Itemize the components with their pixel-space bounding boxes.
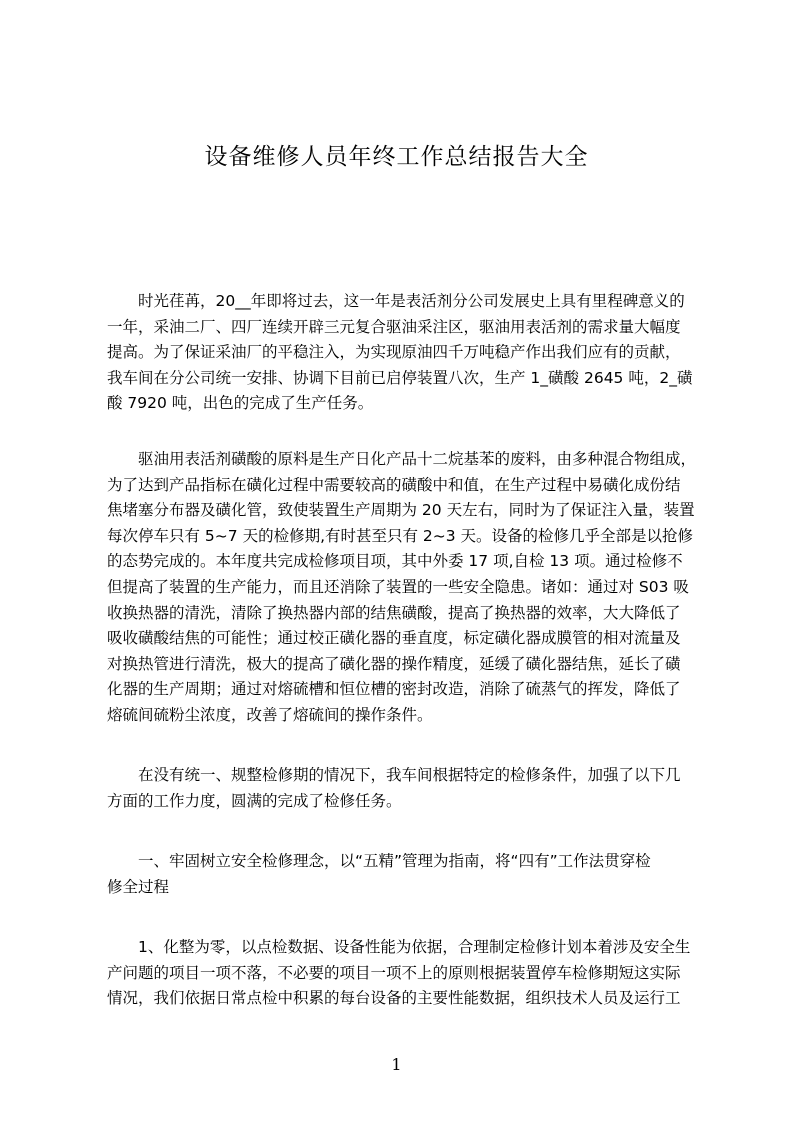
text-line: 一年，采油二厂、四厂连续开辟三元复合驱油采注区，驱油用表活剂的需求量大幅度 bbox=[107, 317, 681, 336]
section-heading-1 bbox=[107, 849, 713, 900]
document-title: 设备维修人员年终工作总结报告大全 bbox=[204, 144, 589, 170]
text-line: 焦堵塞分布器及磺化管，致使装置生产周期为 20 天左右，同时为了保证注入量，装置 bbox=[107, 501, 695, 520]
text-line: 修全过程 bbox=[107, 877, 170, 896]
text-line: 产问题的项目一项不落，不必要的项目一项不上的原则根据装置停车检修期短这实际 bbox=[107, 963, 681, 982]
page-number: 1 bbox=[391, 1055, 402, 1074]
text-line: 我车间在分公司统一安排、协调下目前已启停装置八次，生产 1_磺酸 2645 吨，2_磺 bbox=[107, 368, 693, 387]
text-line: 对换热管进行清洗，极大的提高了磺化器的操作精度，延缓了磺化器结焦，延长了磺 bbox=[107, 654, 681, 673]
paragraph-1 bbox=[107, 289, 713, 417]
text-line: 为了达到产品指标在磺化过程中需要较高的磺酸中和值，在生产过程中易磺化成份结 bbox=[107, 475, 681, 494]
text-line: 1、化整为零，以点检数据、设备性能为依据，合理制定检修计划本着涉及安全生 bbox=[107, 938, 691, 956]
paragraph-2 bbox=[107, 447, 713, 729]
text-line: 吸收磺酸结焦的可能性；通过校正磺化器的垂直度，标定磺化器成膜管的相对流量及 bbox=[107, 629, 681, 648]
paragraph-3 bbox=[107, 763, 713, 814]
text-line: 时光荏苒，20__年即将过去，这一年是表活剂分公司发展史上具有里程碑意义的 bbox=[107, 292, 685, 310]
text-line: 情况，我们依据日常点检中积累的每台设备的主要性能数据，组织技术人员及运行工 bbox=[107, 989, 681, 1008]
text-line: 收换热器的清洗，清除了换热器内部的结焦磺酸，提高了换热器的效率，大大降低了 bbox=[107, 603, 681, 622]
text-line: 一、牢固树立安全检修理念，以“五精”管理为指南，将“四有”工作法贯穿检 bbox=[107, 852, 651, 870]
text-line: 熔硫间硫粉尘浓度，改善了熔硫间的操作条件。 bbox=[107, 705, 433, 724]
text-line: 驱油用表活剂磺酸的原料是生产日化产品十二烷基苯的废料，由多种混合物组成， bbox=[107, 450, 697, 468]
text-line: 化器的生产周期；通过对熔硫槽和恒位槽的密封改造，消除了硫蒸气的挥发，降低了 bbox=[107, 680, 681, 699]
paragraph-4 bbox=[107, 935, 713, 1012]
text-line: 方面的工作力度，圆满的完成了检修任务。 bbox=[107, 791, 402, 810]
text-line: 但提高了装置的生产能力，而且还消除了装置的一些安全隐患。诸如：通过对 S03 吸 bbox=[107, 577, 689, 596]
text-line: 每次停车只有 5~7 天的检修期,有时甚至只有 2~3 天。设备的检修几乎全部是以抢修 bbox=[107, 526, 694, 545]
text-line: 提高。为了保证采油厂的平稳注入，为实现原油四千万吨稳产作出我们应有的贡献， bbox=[107, 343, 681, 362]
text-line: 酸 7920 吨，出色的完成了生产任务。 bbox=[107, 394, 374, 413]
text-line: 在没有统一、规整检修期的情况下，我车间根据特定的检修条件，加强了以下几 bbox=[107, 766, 681, 784]
text-line: 的态势完成的。本年度共完成检修项目项，其中外委 17 项,自检 13 项。通过检修不 bbox=[107, 552, 683, 571]
